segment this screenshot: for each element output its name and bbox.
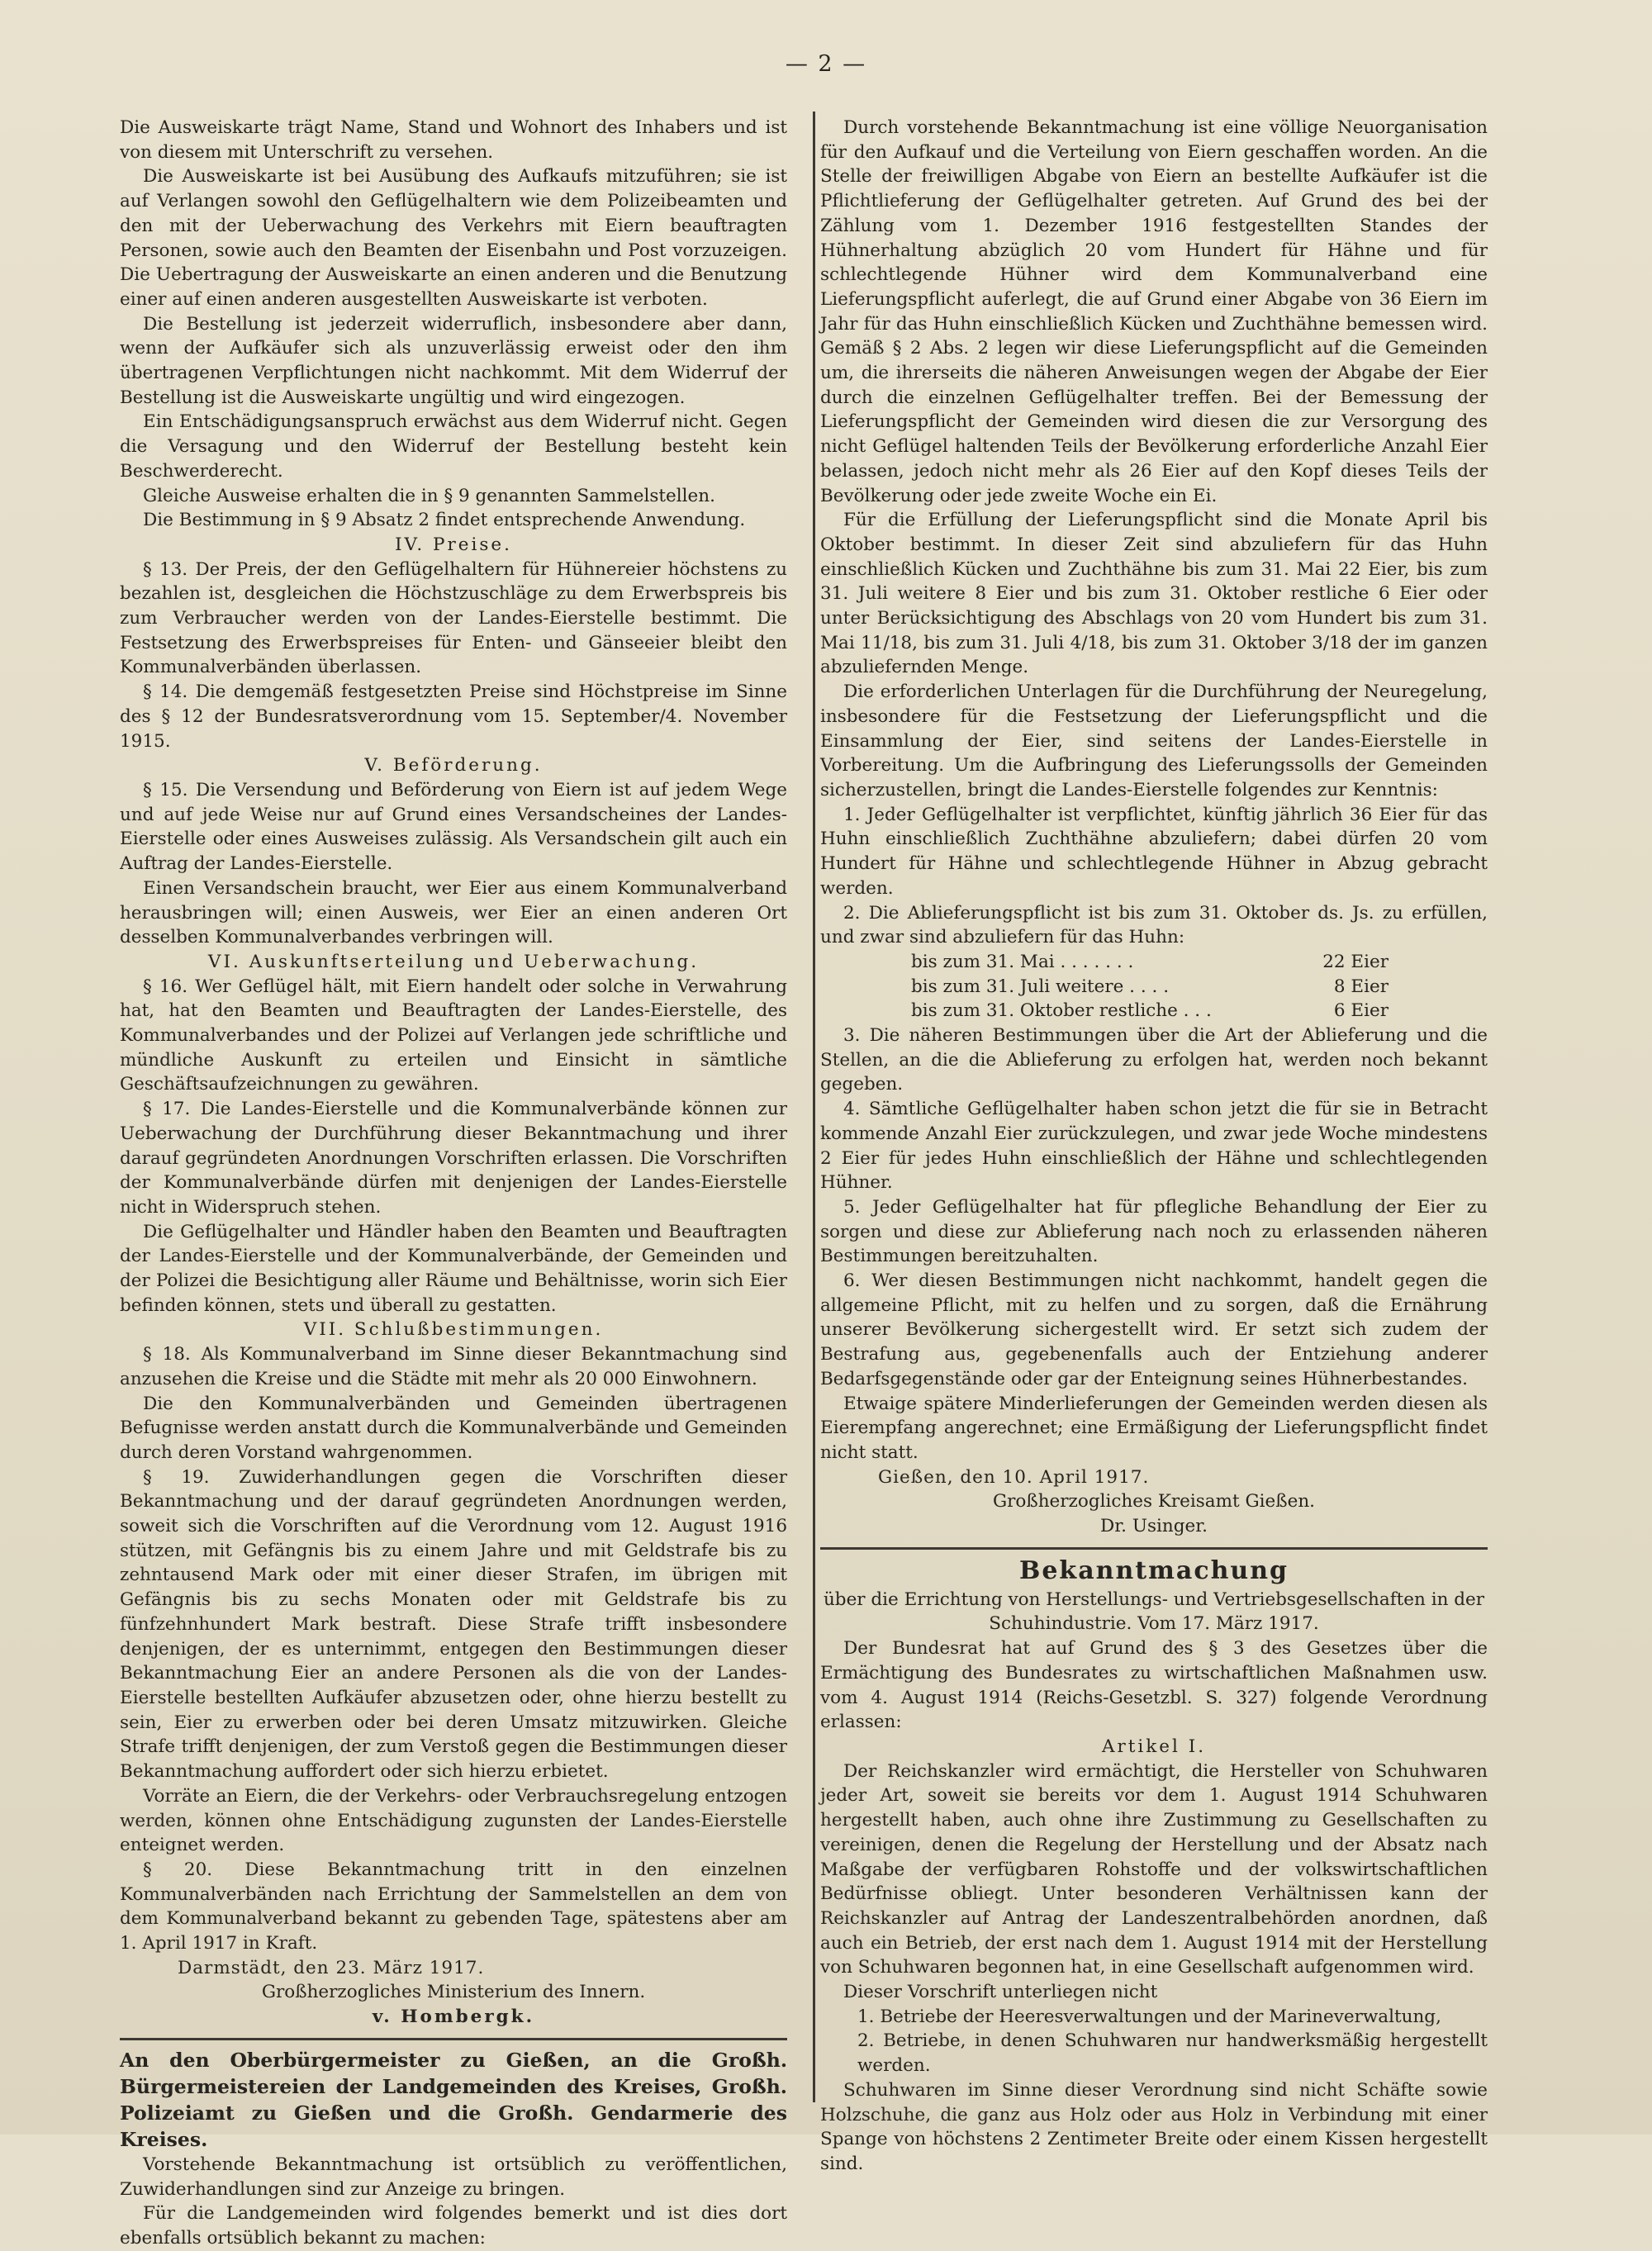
paragraph: 3. Die näheren Bestimmungen über die Art der Ablieferung und die Stellen, an die die Ablieferung zu erfolgen hat, werden noch bekannt gegeben. (820, 1025, 1488, 1095)
paragraph: § 18. Als Kommunalverband im Sinne dieser Bekanntmachung sind anzusehen die Kreise und die Städte mit mehr als 20 000 Einwohnern. (120, 1344, 787, 1389)
schedule-value: 8 Eier (1333, 976, 1389, 997)
paragraph: Der Bundesrat hat auf Grund des § 3 des Gesetzes über die Ermächtigung des Bundesrates zu wirtschaftlichen Maßnahmen usw. vom 4. August 1914 (Reichs-Gesetzbl. S. 327) folgende Verordnung erlassen: (820, 1638, 1488, 1733)
paragraph: 1. Jeder Geflügelhalter ist verpflichtet, künftig jährlich 36 Eier für das Huhn einschließlich Zuchthähne abzuliefern; dabei dürfen 20 vom Hundert für Hähne und schlechtlegende Hühner in Abzug gebracht werden. (820, 804, 1488, 899)
paragraph: § 16. Wer Geflügel hält, mit Eiern handelt oder solche in Verwahrung hat, hat den Beamten und Beauftragten der Landes-Eierstelle, des Kommunalverbandes und der Polizei auf Verlangen jede schriftliche und mündliche Auskunft zu erteilen und Einsicht in sämtliche Geschäftsaufzeichnungen zu gewähren. (120, 976, 787, 1095)
authority-name: Großherzogliches Kreisamt Gießen. (992, 1491, 1316, 1513)
paragraph: 2. Die Ablieferungspflicht ist bis zum 31. Oktober ds. Js. zu erfüllen, und zwar sind abzuliefern für das Huhn: (820, 902, 1488, 948)
paragraph: Vorräte an Eiern, die der Verkehrs- oder Verbrauchsregelung entzogen werden, können ohne Entschädigung zugunsten der Landes-Eierstelle enteignet werden. (120, 1785, 787, 1856)
paragraph: § 19. Zuwiderhandlungen gegen die Vorschriften dieser Bekanntmachung und der darauf gegründeten Anordnungen werden, soweit sich die Vorschriften auf die Verordnung vom 12. August 1916 stützen, mit Gefängnis bis zu einem Jahre und mit Geldstrafe bis zu zehntausend Mark oder mit einer dieser Strafen, im übrigen mit Gefängnis bis zu sechs Monaten oder mit Geldstrafe bis zu fünfzehnhundert Mark bestraft. Diese Strafe trifft insbesondere denjenigen, der es unternimmt, entgegen den Bestimmungen dieser Bekanntmachung Eier an andere Personen als die von der Landes-Eierstelle bestellten Aufkäufer abzusetzen oder, ohne hierzu bestellt zu sein, Eier zu erwerben oder bei deren Umsatz mitzuwirken. Gleiche Strafe trifft denjenigen, der zum Verstoß gegen die Bestimmungen dieser Bekanntmachung auffordert oder sich hierzu erbietet. (120, 1466, 787, 1783)
section-rule (120, 2038, 787, 2040)
paragraph: 6. Wer diesen Bestimmungen nicht nachkommt, handelt gegen die allgemeine Pflicht, mit zu helfen und zu sorgen, daß die Ernährung unserer Bevölkerung sichergestellt wird. Er setzt sich zudem der Bestrafung aus, gegebenenfalls auch der Entziehung anderer Bedarfsgegenstände oder gar der Enteignung seines Hühnerbestandes. (820, 1270, 1488, 1389)
schedule-label: bis zum 31. Mai . . . . . . . (911, 951, 1134, 972)
paragraph: Dieser Vorschrift unterliegen nicht (843, 1982, 1158, 2003)
ministry-name: Großherzogliches Ministerium des Innern. (261, 1982, 646, 2003)
right-column (820, 116, 1488, 2177)
paragraph: § 13. Der Preis, der den Geflügelhaltern für Hühnereier höchstens zu bezahlen ist, desgleichen die Höchstzuschläge zu dem Erwerbspreis bis zum Verbraucher werden von der Landes-Eierstelle bestimmt. Die Festsetzung des Erwerbspreises für Enten- und Gänseeier bleibt den Kommunalverbänden überlassen. (120, 558, 787, 678)
list-item: 1. Betriebe der Heeresverwaltungen und der Marineverwaltung, (857, 2006, 1441, 2027)
paragraph: Die Ausweiskarte ist bei Ausübung des Aufkaufs mitzuführen; sie ist auf Verlangen sowohl den Geflügelhaltern wie dem Polizeibeamten und den mit der Ueberwachung des Verkehrs mit Eiern beauftragten Personen, sowie auch den Beamten der Eisenbahn und Post vorzuzeigen. Die Uebertragung der Ausweiskarte an einen anderen und die Benutzung einer auf einen anderen ausgestellten Ausweiskarte ist verboten. (120, 166, 787, 310)
left-column (120, 116, 787, 2251)
schedule-value: 6 Eier (1333, 1000, 1389, 1022)
paragraph: § 14. Die demgemäß festgesetzten Preise sind Höchstpreise im Sinne des § 12 der Bundesratsverordnung vom 15. September/4. November 1915. (120, 681, 787, 752)
place-date: Gießen, den 10. April 1917. (878, 1466, 1150, 1488)
address-block: An den Oberbürgermeister zu Gießen, an die Großh. Bürgermeistereien der Landgemeinden des Kreises, Großh. Polizeiamt zu Gießen und die Großh. Gendarmerie des Kreises. (120, 2048, 787, 2151)
page-number: — 2 — (785, 51, 867, 77)
paragraph: Vorstehende Bekanntmachung ist ortsüblich zu veröffentlichen, Zuwiderhandlungen sind zur Anzeige zu bringen. (120, 2154, 787, 2200)
signature: v. Hombergk. (372, 2006, 535, 2028)
paragraph: Die Geflügelhalter und Händler haben den Beamten und Beauftragten der Landes-Eierstelle und der Kommunalverbände, der Gemeinden und der Polizei die Besichtigung aller Räume und Behältnisse, worin sich Eier befinden können, stets und überall zu gestatten. (120, 1221, 787, 1316)
paragraph: Die erforderlichen Unterlagen für die Durchführung der Neuregelung, insbesondere für die Festsetzung der Lieferungspflicht und die Einsammlung der Eier, sind seitens der Landes-Eierstelle in Vorbereitung. Um die Aufbringung des Lieferungssolls der Gemeinden sicherzustellen, bringt die Landes-Eierstelle folgendes zur Kenntnis: (820, 681, 1488, 800)
paragraph: Für die Landgemeinden wird folgendes bemerkt und ist dies dort ebenfalls ortsüblich bekannt zu machen: (120, 2203, 787, 2249)
section-heading: VI. Auskunftserteilung und Ueberwachung. (207, 951, 700, 972)
schedule-row (820, 999, 1488, 1023)
paragraph: Ein Entschädigungsanspruch erwächst aus dem Widerruf nicht. Gegen die Versagung und den Widerruf der Bestellung besteht kein Beschwerderecht. (120, 411, 787, 482)
paragraph: § 15. Die Versendung und Beförderung von Eiern ist auf jedem Wege und auf jede Weise nur auf Grund eines Versandscheines der Landes-Eierstelle oder eines Ausweises zulässig. Als Versandschein gilt auch ein Auftrag der Landes-Eierstelle. (120, 779, 787, 875)
schedule-row (820, 950, 1488, 975)
paragraph: 4. Sämtliche Geflügelhalter haben schon jetzt die für sie in Betracht kommende Anzahl Eier zurückzulegen, und zwar jede Woche mindestens 2 Eier für jedes Huhn einschließlich der Hähne und schlechtlegenden Hühner. (820, 1099, 1488, 1194)
paragraph: Etwaige spätere Minderlieferungen der Gemeinden werden diesen als Eierempfang angerechnet; eine Ermäßigung der Lieferungspflicht findet nicht statt. (820, 1393, 1488, 1463)
notice-subtitle: über die Errichtung von Herstellungs- und Vertriebsgesellschaften in der Schuhindustrie. Vom 17. März 1917. (823, 1589, 1485, 1635)
paragraph: Die den Kommunalverbänden und Gemeinden übertragenen Befugnisse werden anstatt durch die Kommunalverbände und Gemeinden durch deren Vorstand wahrgenommen. (120, 1393, 787, 1463)
column-divider (813, 112, 815, 2102)
paragraph: Schuhwaren im Sinne dieser Verordnung sind nicht Schäfte sowie Holzschuhe, die ganz aus Holz oder aus Holz in Verbindung mit einer Spange von höchstens 2 Zentimeter Breite oder einem Kissen hergestellt sind. (820, 2079, 1488, 2174)
paragraph: Die Bestellung ist jederzeit widerruflich, insbesondere aber dann, wenn der Aufkäufer sich als unzuverlässig erweist oder den ihm übertragenen Verpflichtungen nicht nachkommt. Mit dem Widerruf der Bestellung ist die Ausweiskarte ungültig und wird eingezogen. (120, 313, 787, 408)
section-heading: V. Beförderung. (364, 755, 543, 776)
paragraph: Die Bestimmung in § 9 Absatz 2 findet entsprechende Anwendung. (143, 510, 746, 531)
schedule-value: 22 Eier (1322, 951, 1389, 972)
paragraph: Die Ausweiskarte trägt Name, Stand und Wohnort des Inhabers und ist von diesem mit Unterschrift zu versehen. (120, 117, 787, 163)
schedule-label: bis zum 31. Juli weitere . . . . (911, 976, 1170, 997)
place-date: Darmstädt, den 23. März 1917. (178, 1957, 485, 1978)
signature: Dr. Usinger. (1100, 1516, 1208, 1537)
paragraph: Einen Versandschein braucht, wer Eier aus einem Kommunalverband herausbringen will; einen Ausweis, wer Eier an einen anderen Ort desselben Kommunalverbandes verbringen will. (120, 877, 787, 948)
paragraph: 5. Jeder Geflügelhalter hat für pflegliche Behandlung der Eier zu sorgen und diese zur Ablieferung nach noch zu erlassenden näheren Bestimmungen bereitzuhalten. (820, 1196, 1488, 1267)
schedule-label: bis zum 31. Oktober restliche . . . (911, 1000, 1212, 1022)
section-rule (820, 1547, 1488, 1550)
notice-title: Bekanntmachung (1018, 1555, 1289, 1585)
paragraph: § 20. Diese Bekanntmachung tritt in den einzelnen Kommunalverbänden nach Errichtung der Sammelstellen an dem von dem Kommunalverband bekannt zu gebenden Tage, spätestens aber am 1. April 1917 in Kraft. (120, 1859, 787, 1954)
section-heading: IV. Preise. (395, 534, 512, 555)
schedule-row (820, 975, 1488, 1000)
paragraph: Gleiche Ausweise erhalten die in § 9 genannten Sammelstellen. (143, 485, 715, 506)
paragraph: Der Reichskanzler wird ermächtigt, die Hersteller von Schuhwaren jeder Art, soweit sie bereits vor dem 1. August 1914 Schuhwaren hergestellt haben, auch ohne ihre Zustimmung zu Gesellschaften zu vereinigen, denen die Regelung der Herstellung und der Absatz nach Maßgabe der verfügbaren Rohstoffe und der volkswirtschaftlichen Bedürfnisse obliegt. Unter besonderen Verhältnissen kann der Reichskanzler auf Antrag der Landeszentralbehörden anordnen, daß auch ein Betrieb, der erst nach dem 1. August 1914 mit der Herstellung von Schuhwaren begonnen hat, in eine Gesellschaft aufgenommen wird. (820, 1760, 1488, 1978)
paragraph: § 17. Die Landes-Eierstelle und die Kommunalverbände können zur Ueberwachung der Durchführung dieser Bekanntmachung und ihrer darauf gegründeten Anordnungen Vorschriften erlassen. Die Vorschriften der Kommunalverbände dürfen mit denjenigen der Landes-Eierstelle nicht in Widerspruch stehen. (120, 1099, 787, 1218)
section-heading: VII. Schlußbestimmungen. (303, 1319, 604, 1341)
list-item: 2. Betriebe, in denen Schuhwaren nur handwerksmäßig hergestellt werden. (857, 2030, 1488, 2077)
article-heading: Artikel I. (1101, 1736, 1207, 1757)
paragraph: Für die Erfüllung der Lieferungspflicht sind die Monate April bis Oktober bestimmt. In dieser Zeit sind abzuliefern für das Huhn einschließlich Kücken und Zuchthähne bis zum 31. Mai 22 Eier, bis zum 31. Juli weitere 8 Eier und bis zum 31. Oktober restliche 6 Eier oder unter Berücksichtigung des Abschlags von 20 vom Hundert bis zum 31. Mai 11/18, bis zum 31. Juli 4/18, bis zum 31. Oktober 3/18 der im ganzen abzuliefernden Menge. (820, 510, 1488, 678)
paragraph: Durch vorstehende Bekanntmachung ist eine völlige Neuorganisation für den Aufkauf und die Verteilung von Eiern geschaffen worden. An die Stelle der freiwilligen Abgabe von Eiern an bestellte Aufkäufer ist die Pflichtlieferung der Geflügelhalter getreten. Auf Grund des bei der Zählung vom 1. Dezember 1916 festgestellten Standes der Hühnerhaltung abzüglich 20 vom Hundert für Hähne und für schlechtlegende Hühner wird dem Kommunalverband eine Lieferungspflicht auferlegt, die auf Grund einer Abgabe von 36 Eiern im Jahr für das Huhn einschließlich Kücken und Zuchthähne bemessen wird. Gemäß § 2 Abs. 2 legen wir diese Lieferungspflicht auf die Gemeinden um, die ihrerseits die näheren Anweisungen wegen der Abgabe der Eier durch die einzelnen Geflügelhalter treffen. Bei der Bemessung der Lieferungspflicht der Gemeinden wird diesen die zur Versorgung des nicht Geflügel haltenden Teils der Bevölkerung erforderliche Anzahl Eier belassen, jedoch nicht mehr als 26 Eier auf den Kopf dieses Teils der Bevölkerung oder jede zweite Woche ein Ei. (820, 117, 1488, 506)
